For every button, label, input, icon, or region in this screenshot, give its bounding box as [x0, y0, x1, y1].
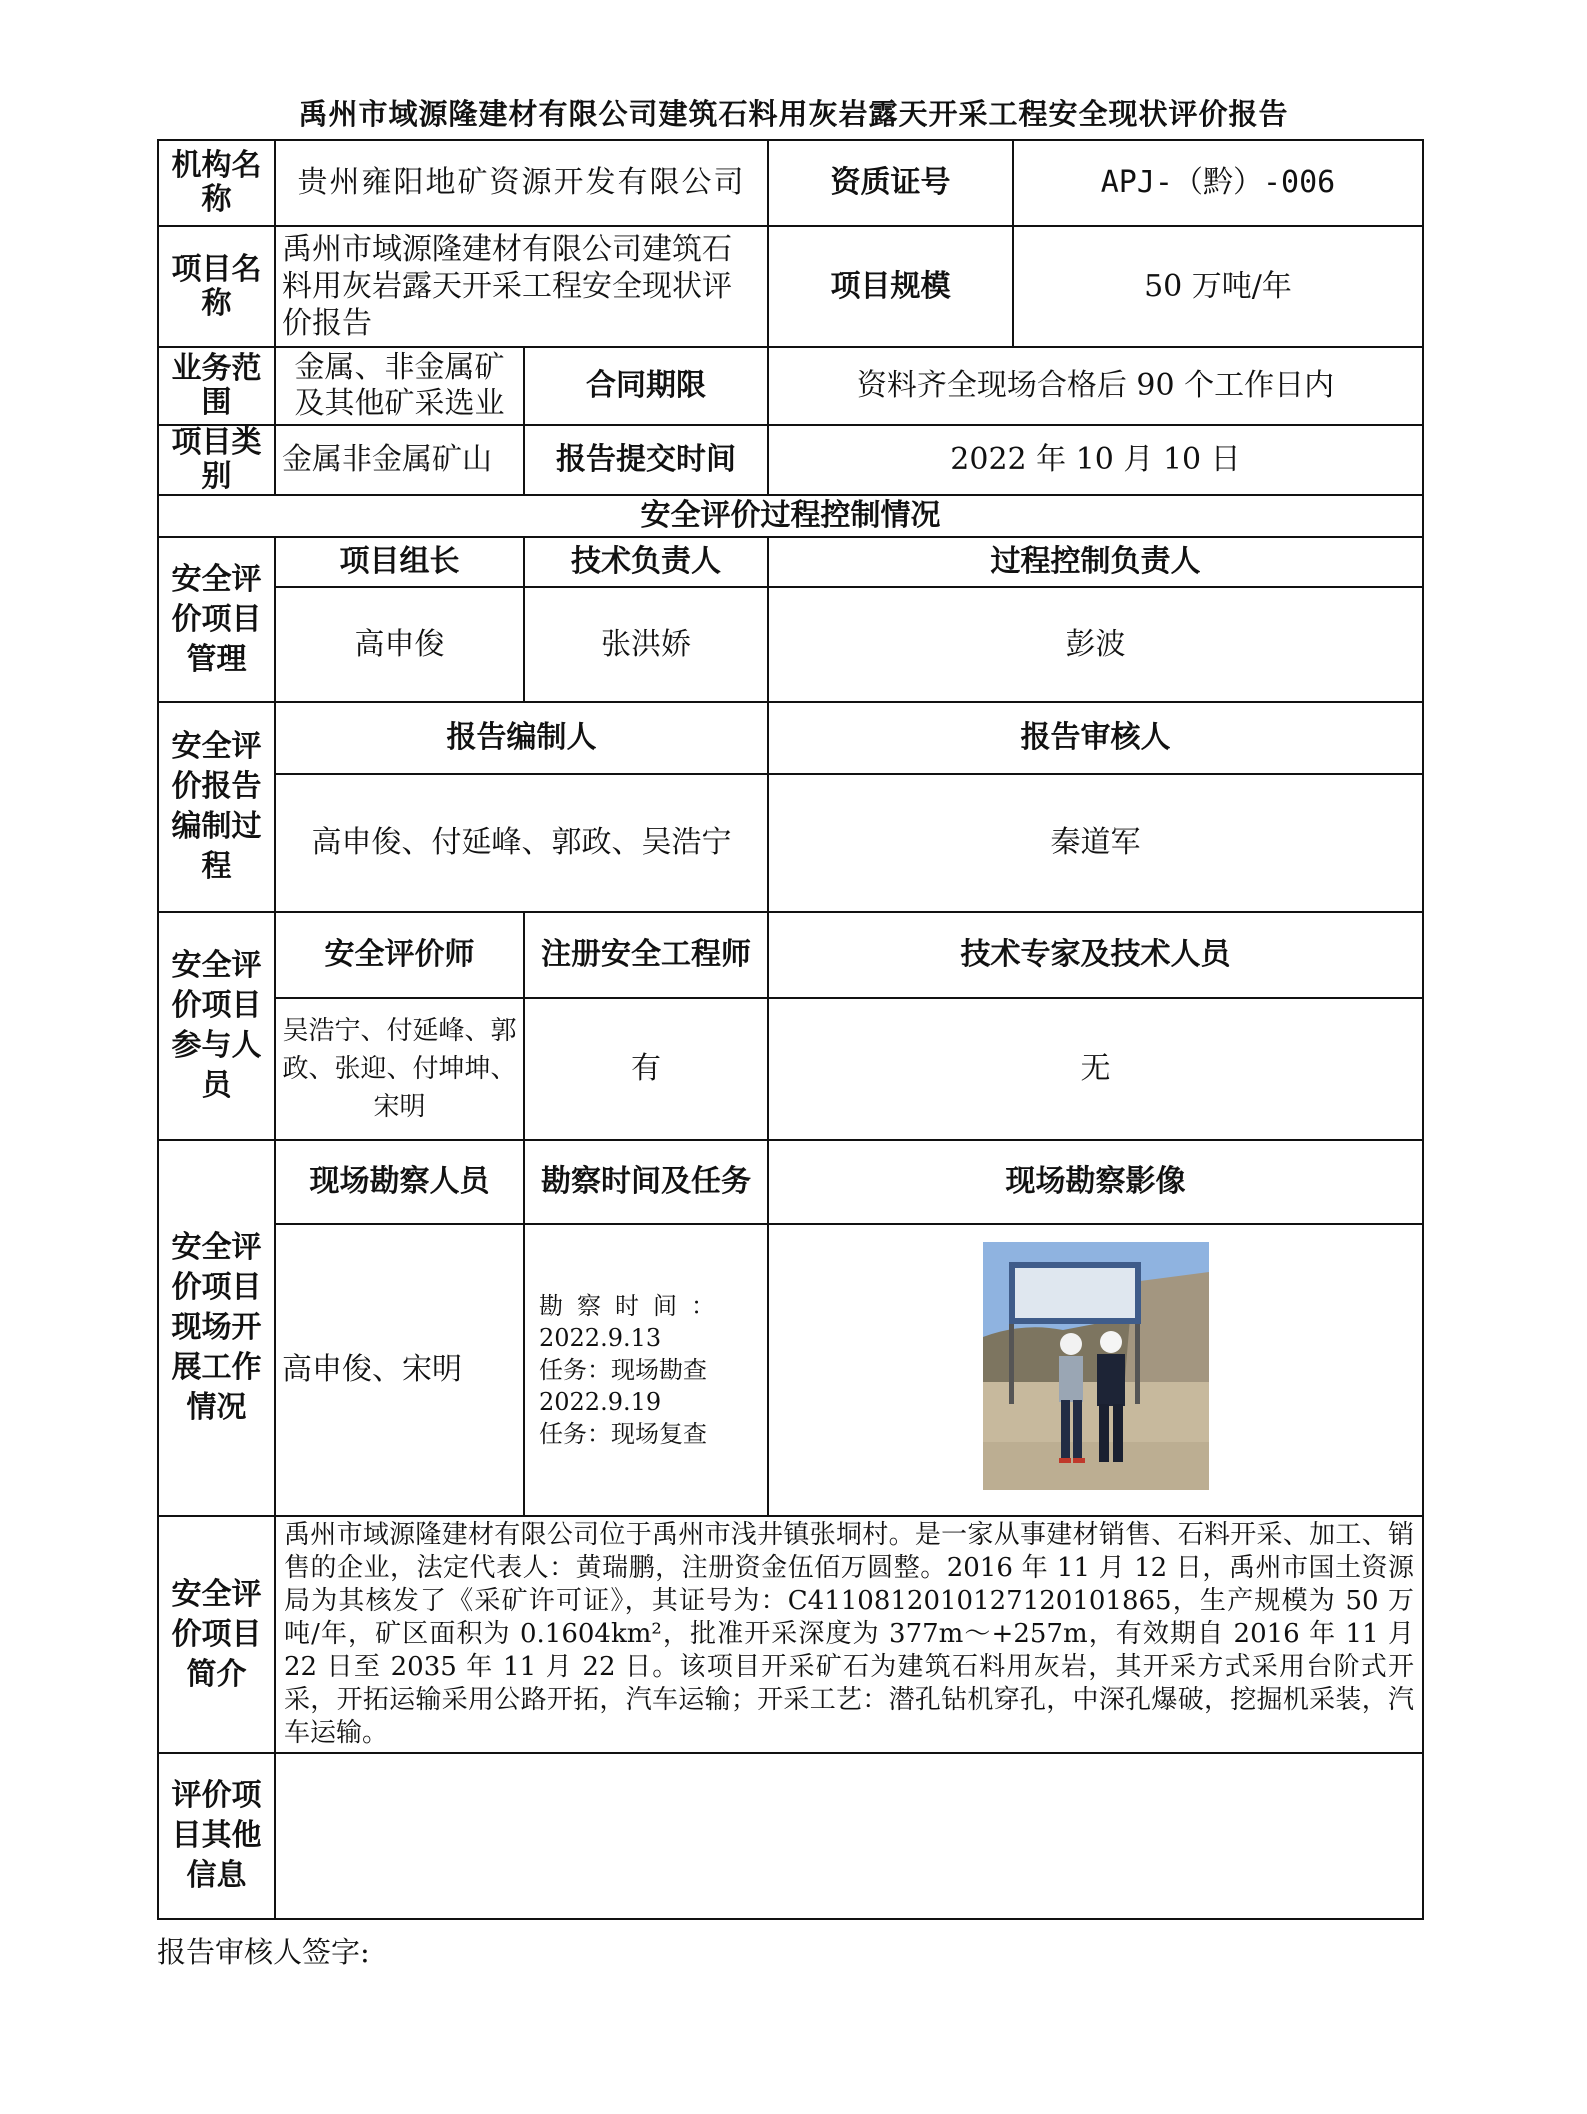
- project-label: 项目名称: [158, 226, 275, 347]
- leader-value: 高申俊: [275, 587, 524, 702]
- project-row: [158, 226, 1423, 347]
- compile-value-row: [158, 774, 1423, 912]
- other-label: 评价项目其他信息: [158, 1753, 275, 1919]
- survey-value-row: [158, 1224, 1423, 1516]
- experts-header: 技术专家及技术人员: [768, 912, 1423, 998]
- reviewer-header: 报告审核人: [768, 702, 1423, 774]
- compile-label: 安全评价报告编制过程: [158, 702, 275, 912]
- survey-task-1: 任务：现场勘查: [539, 1356, 707, 1384]
- other-value: [275, 1753, 1423, 1919]
- survey-date-1: 2022.9.13: [539, 1324, 662, 1352]
- compile-header-row: [158, 702, 1423, 774]
- tech-value: 张洪娇: [524, 587, 768, 702]
- intro-text: 禹州市域源隆建材有限公司位于禹州市浅井镇张垌村。是一家从事建材销售、石料开采、加工、销售的企业，法定代表人：黄瑞鹏，注册资金伍佰万圆整。2016 年 11 月 12 日，禹州市国土资源局为其核发了《采矿许可证》，其证号为：C4110812010127120101865，生产规模为 50 万吨/年，矿区面积为 0.1604km²，批准开采深度为 377m～+257m，有效期自 2016 年 11 月 22 日至 2035 年 11 月 22 日。该项目开采矿石为建筑石料用灰岩，其开采方式采用台阶式开采，开拓运输采用公路开拓，汽车运输；开采工艺：潜孔钻机穿孔，中深孔爆破，挖掘机采装，汽车运输。: [275, 1516, 1423, 1753]
- evaluators-value: 吴浩宁、付延峰、郭政、张迎、付坤坤、宋明: [275, 998, 524, 1140]
- management-value-row: [158, 587, 1423, 702]
- scope-value: 金属、非金属矿及其他矿采选业: [275, 347, 524, 425]
- type-row: [158, 425, 1423, 495]
- scale-label: 项目规模: [768, 226, 1013, 347]
- contract-value: 资料齐全现场合格后 90 个工作日内: [768, 347, 1423, 425]
- staff-header: 现场勘察人员: [275, 1140, 524, 1224]
- management-header-row: [158, 537, 1423, 587]
- survey-date-2: 2022.9.19: [539, 1388, 662, 1416]
- participants-value-row: [158, 998, 1423, 1140]
- section-title: 安全评价过程控制情况: [158, 495, 1423, 537]
- survey-time-cell: [524, 1224, 768, 1516]
- section-row: [158, 495, 1423, 537]
- reviewer-value: 秦道军: [768, 774, 1423, 912]
- survey-task-2: 任务：现场复查: [539, 1420, 707, 1448]
- survey-label: 安全评价项目现场开展工作情况: [158, 1140, 275, 1516]
- submit-value: 2022 年 10 月 10 日: [768, 425, 1423, 495]
- process-header: 过程控制负责人: [768, 537, 1423, 587]
- project-value: 禹州市域源隆建材有限公司建筑石料用灰岩露天开采工程安全现状评价报告: [275, 226, 768, 347]
- contract-label: 合同期限: [524, 347, 768, 425]
- writer-header: 报告编制人: [275, 702, 768, 774]
- type-value: 金属非金属矿山: [275, 425, 524, 495]
- scale-value: 50 万吨/年: [1013, 226, 1423, 347]
- experts-value: 无: [768, 998, 1423, 1140]
- leader-header: 项目组长: [275, 537, 524, 587]
- image-header: 现场勘察影像: [768, 1140, 1423, 1224]
- site-survey-photo: [983, 1242, 1209, 1490]
- type-label: 项目类别: [158, 425, 275, 495]
- reviewer-signature-label: 报告审核人签字:: [157, 1935, 370, 1969]
- scope-label: 业务范围: [158, 347, 275, 425]
- participants-header-row: [158, 912, 1423, 998]
- tech-header: 技术负责人: [524, 537, 768, 587]
- intro-row: [158, 1516, 1423, 1753]
- time-header: 勘察时间及任务: [524, 1140, 768, 1224]
- intro-label: 安全评价项目简介: [158, 1516, 275, 1753]
- survey-header-row: [158, 1140, 1423, 1224]
- management-label: 安全评价项目管理: [158, 537, 275, 702]
- survey-time-label: 勘察时间：: [539, 1292, 729, 1320]
- engineer-value: 有: [524, 998, 768, 1140]
- engineer-header: 注册安全工程师: [524, 912, 768, 998]
- document-title: 禹州市域源隆建材有限公司建筑石料用灰岩露天开采工程安全现状评价报告: [298, 97, 1289, 131]
- org-row: [158, 140, 1423, 226]
- staff-value: 高申俊、宋明: [275, 1224, 524, 1516]
- submit-label: 报告提交时间: [524, 425, 768, 495]
- process-value: 彭波: [768, 587, 1423, 702]
- scope-row: [158, 347, 1423, 425]
- other-row: [158, 1753, 1423, 1919]
- survey-image-cell: [768, 1224, 1423, 1516]
- report-table: [157, 139, 1424, 1920]
- participants-label: 安全评价项目参与人员: [158, 912, 275, 1140]
- org-label: 机构名称: [158, 140, 275, 226]
- org-value: 贵州雍阳地矿资源开发有限公司: [275, 140, 768, 226]
- evaluator-header: 安全评价师: [275, 912, 524, 998]
- cert-label: 资质证号: [768, 140, 1013, 226]
- writers-value: 高申俊、付延峰、郭政、吴浩宁: [275, 774, 768, 912]
- cert-value: APJ-（黔）-006: [1013, 140, 1423, 226]
